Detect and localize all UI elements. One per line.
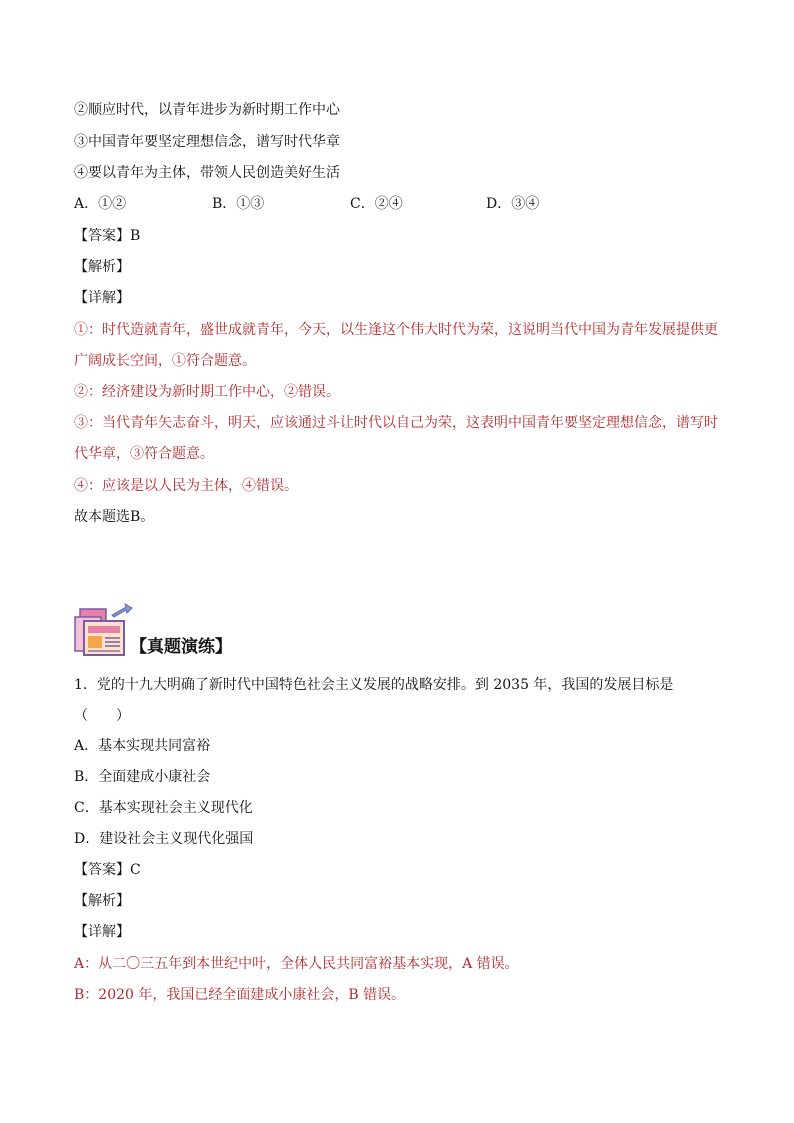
q1-option-b: B．全面建成小康社会 — [74, 769, 211, 785]
q1-analysis-label: 【解析】 — [74, 893, 130, 909]
question-1-stem: 1．党的十九大明确了新时代中国特色社会主义发展的战略安排。到 2035 年，我国的发展目标是 — [74, 677, 674, 693]
q1-detail-label: 【详解】 — [74, 924, 130, 940]
prev-option-b: B．①③ — [212, 196, 265, 212]
prev-detail-line-5: 代华章，③符合题意。 — [74, 446, 214, 462]
prev-option-d: D．③④ — [486, 196, 540, 212]
prev-answer: 【答案】B — [74, 228, 141, 244]
document-stack-icon — [74, 603, 134, 657]
prev-conclusion: 故本题选B。 — [74, 509, 155, 525]
prev-analysis-label: 【解析】 — [74, 259, 130, 275]
prev-detail-label: 【详解】 — [74, 290, 130, 306]
statement-2: ②顺应时代，以青年进步为新时期工作中心 — [74, 102, 340, 118]
statement-4: ④要以青年为主体，带领人民创造美好生活 — [74, 165, 340, 181]
q1-answer: 【答案】C — [74, 862, 141, 878]
q1-option-d: D．建设社会主义现代化强国 — [74, 831, 254, 847]
q1-option-c: C．基本实现社会主义现代化 — [74, 800, 253, 816]
q1-option-a: A．基本实现共同富裕 — [74, 738, 211, 754]
prev-option-a: A．①② — [74, 196, 127, 212]
prev-detail-line-3: ②：经济建设为新时期工作中心，②错误。 — [74, 384, 340, 400]
prev-options-row — [74, 194, 714, 214]
prev-detail-line-6: ④：应该是以人民为主体，④错误。 — [74, 478, 298, 494]
prev-option-c: C．②④ — [350, 196, 403, 212]
prev-detail-line-1: ①：时代造就青年，盛世成就青年，今天，以生逢这个伟大时代为荣，这说明当代中国为青年发展提供更 — [74, 322, 718, 338]
q1-detail-line-1: A：从二〇三五年到本世纪中叶，全体人民共同富裕基本实现，A 错误。 — [74, 956, 519, 972]
question-1-blank: （ ） — [74, 708, 130, 724]
prev-detail-line-4: ③：当代青年矢志奋斗，明天，应该通过斗让时代以自己为荣，这表明中国青年要坚定理想信念，谱写时 — [74, 415, 718, 431]
q1-detail-line-2: B：2020 年，我国已经全面建成小康社会，B 错误。 — [74, 987, 406, 1003]
prev-detail-line-2: 广阔成长空间，①符合题意。 — [74, 353, 256, 369]
statement-3: ③中国青年要坚定理想信念，谱写时代华章 — [74, 134, 340, 150]
section-title: 【真题演练】 — [130, 637, 232, 657]
